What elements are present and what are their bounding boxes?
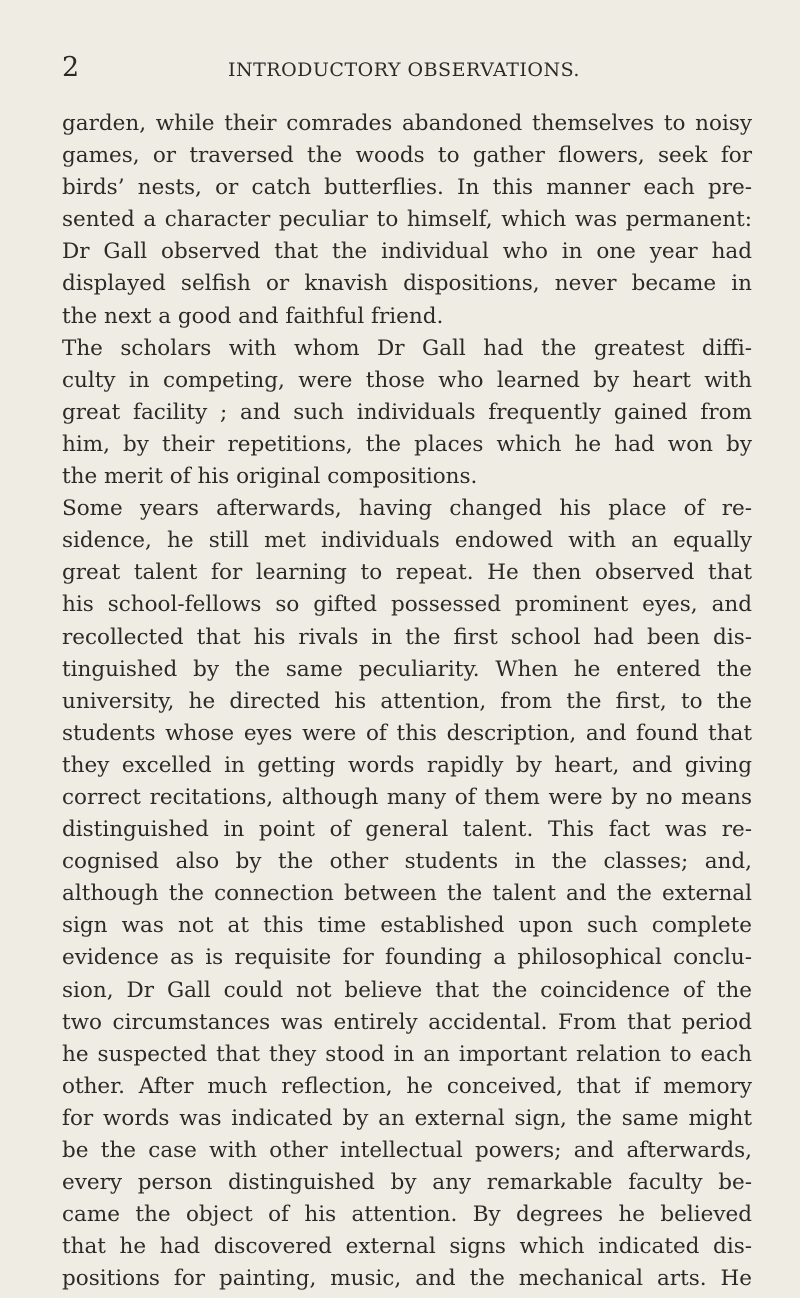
text-line: Dr Gall observed that the individual who in one year had <box>62 239 752 265</box>
text-line: games, or traversed the woods to gather flowers, seek for <box>62 143 752 169</box>
text-line: great talent for learning to repeat. He then observed that <box>62 560 752 586</box>
text-line: for words was indicated by an external sign, the same might <box>62 1105 752 1131</box>
text-line: Some years afterwards, having changed his place of re- <box>62 496 752 522</box>
text-line: distinguished in point of general talent. This fact was re- <box>62 817 752 843</box>
running-head <box>0 52 800 84</box>
text-line: birds’ nests, or catch butterflies. In this manner each pre- <box>62 175 752 201</box>
text-line: he suspected that they stood in an important relation to each <box>62 1041 752 1067</box>
text-line: university, he directed his attention, from the first, to the <box>62 688 752 714</box>
text-line: recollected that his rivals in the first school had been dis- <box>62 624 752 650</box>
text-line: cognised also by the other students in the classes; and, <box>62 849 752 875</box>
text-line: him, by their repetitions, the places which he had won by <box>62 431 752 457</box>
text-line: correct recitations, although many of them were by no means <box>62 784 752 810</box>
text-line: students whose eyes were of this description, and found that <box>62 720 752 746</box>
text-line: displayed selfish or knavish dispositions, never became in <box>62 271 752 297</box>
text-line: came the object of his attention. By degrees he believed <box>62 1202 752 1228</box>
page-number: 2 <box>62 52 80 83</box>
text-line: tinguished by the same peculiarity. When he entered the <box>62 656 752 682</box>
text-line: sidence, he still met individuals endowed with an equally <box>62 528 752 554</box>
text-line: The scholars with whom Dr Gall had the greatest diffi- <box>62 335 752 361</box>
text-line: sion, Dr Gall could not believe that the coincidence of the <box>62 977 752 1003</box>
text-line: his school-fellows so gifted possessed prominent eyes, and <box>62 592 752 618</box>
text-line: two circumstances was entirely accidental. From that period <box>62 1009 752 1035</box>
text-line: that he had discovered external signs which indicated dis- <box>62 1234 752 1260</box>
text-line: great facility ; and such individuals frequently gained from <box>62 399 752 425</box>
text-line: they excelled in getting words rapidly by heart, and giving <box>62 752 752 778</box>
text-line: every person distinguished by any remarkable faculty be- <box>62 1170 752 1196</box>
text-line: garden, while their comrades abandoned themselves to noisy <box>62 111 752 136</box>
body-text <box>62 108 752 1295</box>
text-line: sign was not at this time established upon such complete <box>62 913 752 939</box>
text-line: although the connection between the talent and the external <box>62 881 752 907</box>
text-line: positions for painting, music, and the mechanical arts. He <box>62 1266 752 1292</box>
running-title: INTRODUCTORY OBSERVATIONS. <box>228 59 580 81</box>
text-line: the merit of his original compositions. <box>62 464 478 490</box>
text-line: other. After much reflection, he conceived, that if memory <box>62 1073 752 1099</box>
text-line: sented a character peculiar to himself, which was permanent: <box>62 207 752 233</box>
text-line: be the case with other intellectual powers; and afterwards, <box>62 1138 752 1163</box>
text-line: evidence as is requisite for founding a philosophical conclu- <box>62 945 752 971</box>
text-line: culty in competing, were those who learned by heart with <box>62 367 752 393</box>
text-line: the next a good and faithful friend. <box>62 303 444 329</box>
